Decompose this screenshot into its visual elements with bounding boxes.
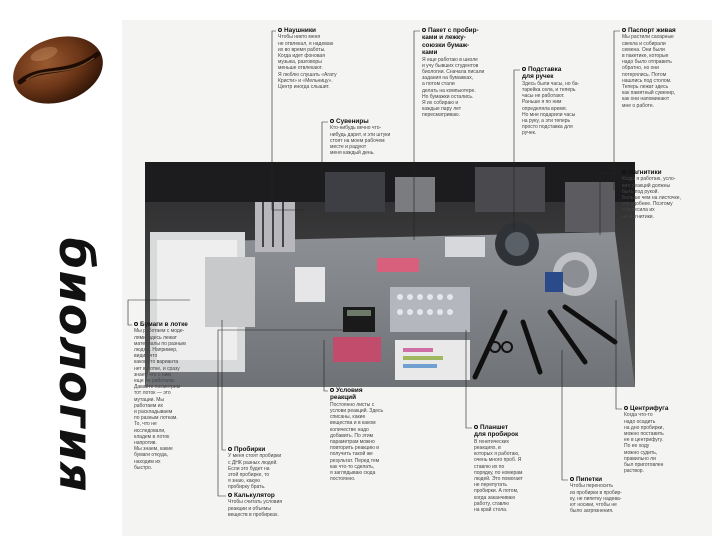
bullet-circle-icon xyxy=(474,425,478,429)
bullet-circle-icon xyxy=(228,447,232,451)
annotation-probirki xyxy=(228,446,316,493)
annotation-title: Магнитики xyxy=(628,169,662,176)
annotation-podstavka xyxy=(522,66,614,139)
bullet-circle-icon xyxy=(330,388,334,392)
annotation-text: Мы работаем с моде- лями, здесь лежат материалы по разным людям. Например, видит, что какого-то варианта нет в лотке, и сразу знает, что с ним еще не работали. Давайте посмотрим тот лоток — это мутации. Мы работаем их и раскладываем по разным лоткам. То, что не исследовали, кладем в лоток напротив. Мы знаем, какие бумаги откуда, находим их быстро. xyxy=(134,328,186,471)
annotation-centrifuga xyxy=(624,405,710,475)
annotation-kalkulyator xyxy=(228,492,316,525)
annotation-pipetki xyxy=(570,476,660,519)
annotation-bumagi xyxy=(134,321,216,522)
bullet-circle-icon xyxy=(522,67,526,71)
annotation-text: Здесь были часы, но ба- тарейка села, и теперь часы не работают. Раньше я по ним определяла время. Но мне подарили часы на руку, а эти теперь просто подставка для ручек. xyxy=(522,80,580,137)
annotation-naushniki xyxy=(278,27,360,94)
bullet-circle-icon xyxy=(228,493,232,497)
annotation-title: Наушники xyxy=(284,27,316,34)
vertical-section-title xyxy=(49,210,103,520)
annotation-text: Мы растили сахарные свекла и собирали семена. Они были в пакетике, которые надо было отправить обратно, но они потерялись. Потом нашлись под столом. Теперь лежат здесь как памятный сувенир, как они напоминают мне о работе. xyxy=(622,34,676,109)
bullet-circle-icon xyxy=(278,28,282,32)
bullet-circle-icon xyxy=(422,28,426,32)
coffee-bean-image xyxy=(6,20,110,112)
annotation-title: Паспорт живая xyxy=(628,27,676,34)
annotation-suveniry xyxy=(330,118,412,160)
bullet-circle-icon xyxy=(622,170,626,174)
annotation-title: Пробирки xyxy=(234,446,266,453)
annotation-title: Подставка для ручек xyxy=(522,66,562,81)
bullet-circle-icon xyxy=(330,119,334,123)
bullet-circle-icon xyxy=(624,406,628,410)
annotation-text: Кто-нибудь вечно что- нибудь дарит, и эти штуки стоят на моем рабочем месте и радуют меня каждый день. xyxy=(330,125,391,157)
annotation-paket xyxy=(422,27,512,119)
annotation-text: Постоянно листы с услови реакций. Здесь списаны, какие вещества и в каком количестве надо добавить. По этим параметрам можно повторить реакцию и получить такой же результат. Перед тем как что-то сделать, я заглядываю сюда постоянно. xyxy=(330,401,384,483)
annotation-text: Я еще работаю в школе и учу бывших студентов биологии. Сначала писали задания на бумажках, а потом стали делать на компьютере. Но бумажки остались. Я их собираю и каждые пару лет пересматриваю. xyxy=(422,56,485,119)
annotation-title: Центрифуга xyxy=(630,405,669,412)
annotation-magnitiki xyxy=(622,169,710,226)
lab-desk-illustration xyxy=(145,162,635,387)
annotation-usloviya xyxy=(330,387,412,490)
bullet-circle-icon xyxy=(570,477,574,481)
annotation-title: Бумаги в лотке xyxy=(140,321,188,328)
annotation-title: Пакет с пробир- ками и лежку- союзки бумаж- ками xyxy=(422,27,479,57)
annotation-title: Калькулятор xyxy=(234,492,275,499)
bullet-circle-icon xyxy=(134,322,138,326)
annotation-pasport xyxy=(622,27,710,154)
annotation-text: Чтобы никто меня не отвлекал, я надеваю их во время работы. Когда идет фоновая музыка, разговоры меньше отвлекают. Я люблю слушать «Агату Кристи» и «Мельницу». Центр иногда слышит. xyxy=(278,34,337,91)
section-title-text: биология xyxy=(49,237,103,493)
annotation-text: Чтобы переносить из пробирки в пробир- ку, не пипетку надева- ют носики, чтобы не было загрязнения. xyxy=(570,483,622,515)
annotation-title: Условия реакций xyxy=(330,387,363,402)
annotation-title: Пипетки xyxy=(576,476,603,483)
annotation-planshet xyxy=(474,424,558,523)
annotation-text: Когда что-то надо осадить на дно пробирки, можно поставить ее в центрифугу. По ее ходу можно судить, правильно ли был приготовлен раствор. xyxy=(624,412,664,475)
annotation-text: У меня стоят пробирки с ДНК разных людей. Если это будет на этой пробирке, то я знаю, какую пробирку брать. xyxy=(228,453,282,491)
annotation-text: Чтобы считать условия реакции и объемы веществ в пробирках. xyxy=(228,499,283,518)
annotation-text: Когда я работаю, усло- вия реакций должны быть под рукой. Больше чем на листочке, это удобнее. Поэтому я повесила их на магнитики. xyxy=(622,176,681,220)
annotation-title: Сувениры xyxy=(336,118,369,125)
bullet-circle-icon xyxy=(622,28,626,32)
lab-desk-photo xyxy=(145,162,635,387)
annotation-text: В генетических реакциях, в которых я работаю, очень много проб. Я ставлю их по порядку, по номерам людей. Это помогает не перепутать пробирки. А потом, когда заканчиваю работу, ставлю на край стола. xyxy=(474,438,523,514)
annotation-title: Планшет для пробирок xyxy=(474,424,519,439)
